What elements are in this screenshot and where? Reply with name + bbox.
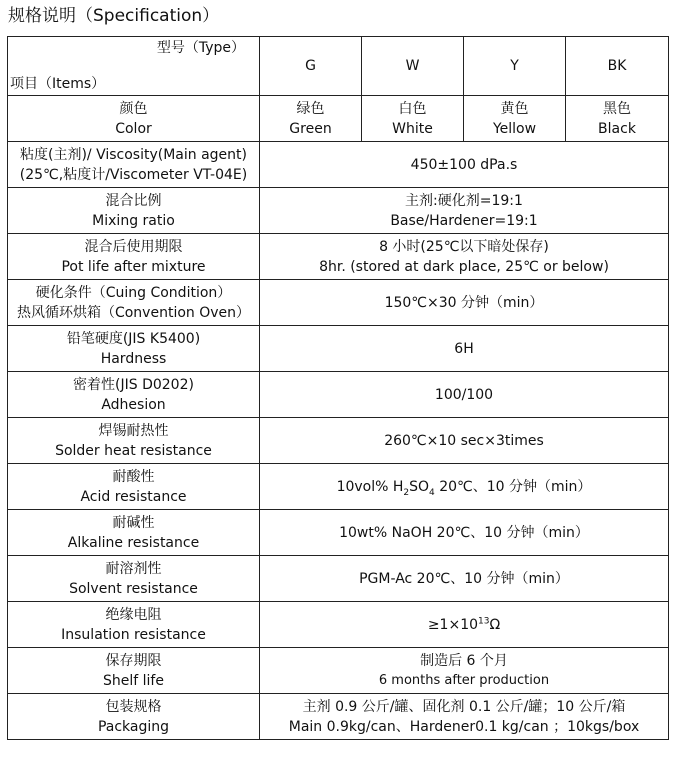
model-w: W bbox=[362, 37, 464, 96]
hardness-label: 铅笔硬度(JIS K5400) Hardness bbox=[8, 326, 260, 372]
viscosity-row bbox=[8, 142, 669, 188]
solder-value: 260℃×10 sec×3times bbox=[260, 418, 669, 464]
packaging-label: 包装规格 Packaging bbox=[8, 694, 260, 740]
shelf-label: 保存期限 Shelf life bbox=[8, 648, 260, 694]
packaging-value: 主剂 0.9 公斤/罐、固化剂 0.1 公斤/罐；10 公斤/箱 Main 0.9kg/can、Hardener0.1 kg/can ；10kgs/box bbox=[260, 694, 669, 740]
solder-label: 焊锡耐热性 Solder heat resistance bbox=[8, 418, 260, 464]
viscosity-value: 450±100 dPa.s bbox=[260, 142, 669, 188]
acid-row bbox=[8, 464, 669, 510]
alkaline-label: 耐碱性 Alkaline resistance bbox=[8, 510, 260, 556]
mixing-label: 混合比例 Mixing ratio bbox=[8, 188, 260, 234]
solvent-value: PGM-Ac 20℃、10 分钟（min） bbox=[260, 556, 669, 602]
header-corner-cell bbox=[8, 37, 260, 96]
potlife-row bbox=[8, 234, 669, 280]
insulation-row bbox=[8, 602, 669, 648]
insulation-value: $\ge 1\times 10^{13}\Omega$ bbox=[260, 602, 669, 648]
hardness-row bbox=[8, 326, 669, 372]
color-label: 颜色 Color bbox=[8, 96, 260, 142]
solvent-label: 耐溶剂性 Solvent resistance bbox=[8, 556, 260, 602]
page-title: 规格说明（Specification） bbox=[8, 6, 220, 26]
packaging-row bbox=[8, 694, 669, 740]
shelf-value: 制造后 6 个月 6 months after production bbox=[260, 648, 669, 694]
type-label: 型号（Type） bbox=[156, 40, 245, 56]
color-black: 黑色 Black bbox=[566, 96, 669, 142]
items-label: 项目（Items） bbox=[10, 76, 106, 92]
adhesion-row bbox=[8, 372, 669, 418]
color-yellow: 黄色 Yellow bbox=[464, 96, 566, 142]
hardness-value: 6H bbox=[260, 326, 669, 372]
header-row bbox=[8, 37, 669, 96]
curing-value: 150℃×30 分钟（min） bbox=[260, 280, 669, 326]
adhesion-label: 密着性(JIS D0202) Adhesion bbox=[8, 372, 260, 418]
potlife-value: 8 小时(25℃以下暗处保存) 8hr. (stored at dark place, 25℃ or below) bbox=[260, 234, 669, 280]
alkaline-row bbox=[8, 510, 669, 556]
potlife-label: 混合后使用期限 Pot life after mixture bbox=[8, 234, 260, 280]
solder-row bbox=[8, 418, 669, 464]
adhesion-value: 100/100 bbox=[260, 372, 669, 418]
model-g: G bbox=[260, 37, 362, 96]
mixing-value: 主剂:硬化剂=19:1 Base/Hardener=19:1 bbox=[260, 188, 669, 234]
mixing-row bbox=[8, 188, 669, 234]
viscosity-label: 粘度(主剂)/ Viscosity(Main agent) (25℃,粘度计/Viscometer VT-04E) bbox=[8, 142, 260, 188]
curing-row bbox=[8, 280, 669, 326]
spec-table bbox=[7, 36, 669, 740]
color-green: 绿色 Green bbox=[260, 96, 362, 142]
insulation-label: 绝缘电阻 Insulation resistance bbox=[8, 602, 260, 648]
model-y: Y bbox=[464, 37, 566, 96]
solvent-row bbox=[8, 556, 669, 602]
model-bk: BK bbox=[566, 37, 669, 96]
alkaline-value: 10wt% NaOH 20℃、10 分钟（min） bbox=[260, 510, 669, 556]
curing-label: 硬化条件（Cuing Condition） 热风循环烘箱（Convention Oven） bbox=[8, 280, 260, 326]
color-row bbox=[8, 96, 669, 142]
color-white: 白色 White bbox=[362, 96, 464, 142]
acid-value: 10vol% $H_2SO_4$ 20℃、10 分钟（min） bbox=[260, 464, 669, 510]
acid-label: 耐酸性 Acid resistance bbox=[8, 464, 260, 510]
shelf-row bbox=[8, 648, 669, 694]
